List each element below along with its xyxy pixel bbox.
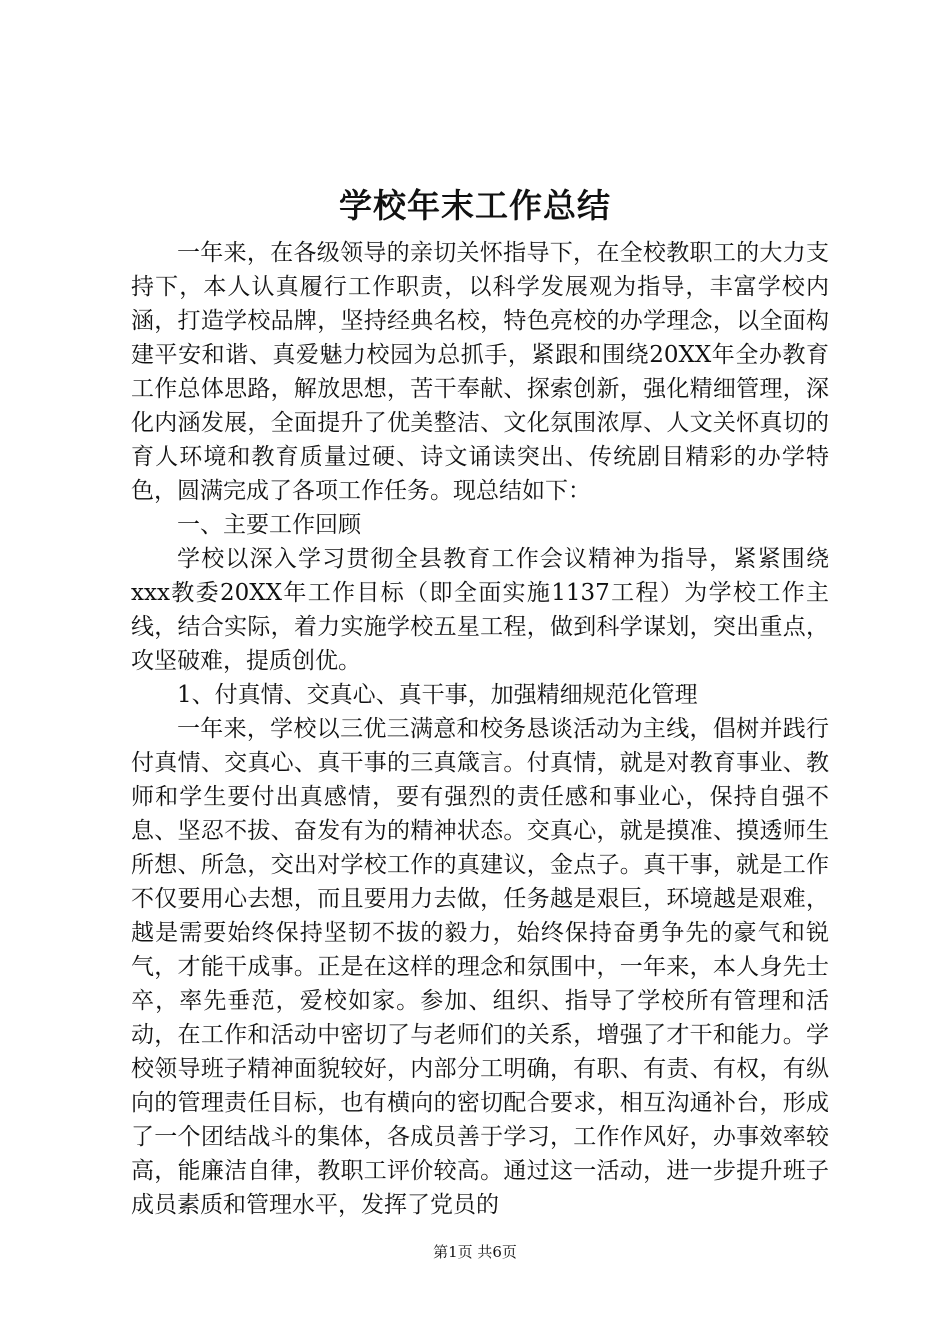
document-body [131,236,829,1222]
section-intro-paragraph: 学校以深入学习贯彻全县教育工作会议精神为指导，紧紧围绕xxx教委20XX年工作目标（即全面实施1137工程）为学校工作主线，结合实际，着力实施学校五星工程，做到科学谋划，突出重点，攻坚破难，提质创优。 [131,546,829,674]
intro-paragraph: 一年来，在各级领导的亲切关怀指导下，在全校教职工的大力支持下，本人认真履行工作职责，以科学发展观为指导，丰富学校内涵，打造学校品牌，坚持经典名校，特色亮校的办学理念，以全面构建平安和谐、真爱魅力校园为总抓手，紧跟和围绕20XX年全办教育工作总体思路，解放思想，苦干奉献、探索创新，强化精细管理，深化内涵发展，全面提升了优美整洁、文化氛围浓厚、人文关怀真切的育人环境和教育质量过硬、诗文诵读突出、传统剧目精彩的办学特色，圆满完成了各项工作任务。现总结如下： [131,240,829,504]
management-paragraph: 一年来，学校以三优三满意和校务恳谈活动为主线，倡树并践行付真情、交真心、真干事的三真箴言。付真情，就是对教育事业、教师和学生要付出真感情，要有强烈的责任感和事业心，保持自强不息、坚忍不拔、奋发有为的精神状态。交真心，就是摸准、摸透师生所想、所急，交出对学校工作的真建议，金点子。真干事，就是工作不仅要用心去想，而且要用力去做，任务越是艰巨，环境越是艰难，越是需要始终保持坚韧不拔的毅力，始终保持奋勇争先的豪气和锐气，才能干成事。正是在这样的理念和氛围中，一年来，本人身先士卒，率先垂范，爱校如家。参加、组织、指导了学校所有管理和活动，在工作和活动中密切了与老师们的关系，增强了才干和能力。学校领导班子精神面貌较好，内部分工明确，有职、有责、有权，有纵向的管理责任目标，也有横向的密切配合要求，相互沟通补台，形成了一个团结战斗的集体，各成员善于学习，工作作风好，办事效率较高，能廉洁自律，教职工评价较高。通过这一活动，进一步提升班子成员素质和管理水平，发挥了党员的 [131,716,829,1218]
page-footer: 第1页 共6页 [433,1243,517,1261]
section-heading-main-work-review: 一、主要工作回顾 [177,512,361,538]
subsection-heading-management: 1、付真情、交真心、真干事，加强精细规范化管理 [177,682,698,708]
document-title: 学校年末工作总结 [339,186,611,225]
